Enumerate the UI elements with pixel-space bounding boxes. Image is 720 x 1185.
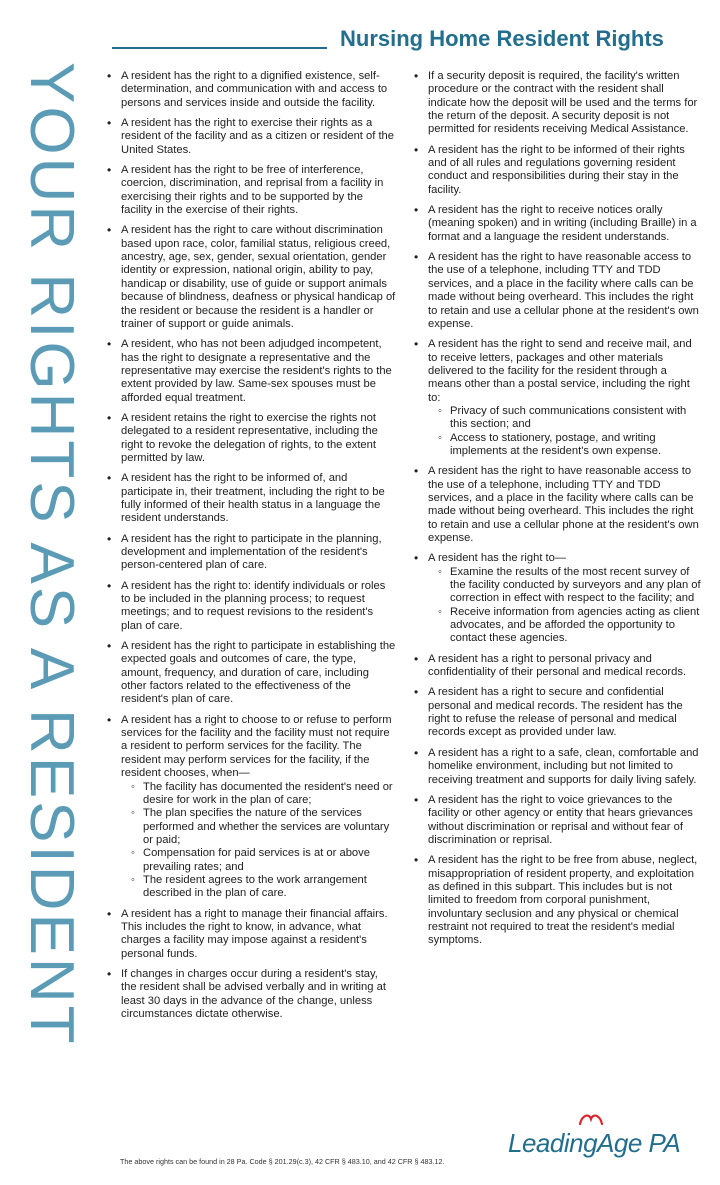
rights-list-left — [104, 70, 396, 1021]
right-item — [104, 533, 396, 573]
right-item-text: A resident has the right to be informed of their rights and of all rules and regulations governing resident conduct and responsibilities during their stay in the facility. — [428, 143, 685, 196]
right-item-text: A resident has the right to care without discrimination based upon race, color, familial status, religious creed, ancestry, age, sex, gender, sexual orientation, gender identity or expression, national origin, ability to pay, handicap or disability, use of guide or support animals because of blindness, deafness or physical handicap of the resident or because the resident is a handler or trainer of support or guide animals. — [121, 224, 396, 330]
right-item-text: A resident has the right to participate in the planning, development and implementation of the resident's person-centered plan of care. — [121, 532, 382, 572]
right-item — [104, 338, 396, 405]
right-item-text: A resident, who has not been adjudged incompetent, has the right to designate a representative and the representative may exercise the resident's rights to the extent provided by law. Same-sex spouses must be afforded equal treatment. — [121, 338, 392, 404]
right-item — [411, 204, 701, 244]
right-sub-item: ◦ Privacy of such communications consistent with this section; and — [438, 405, 701, 432]
right-item-text: A resident has the right to receive notices orally (meaning spoken) and in writing (including Braille) in a format and a language the resident understands. — [428, 204, 697, 243]
right-sub-list — [428, 566, 701, 646]
right-item-text: A resident has the right to participate in establishing the expected goals and outcomes of care, the type, amount, frequency, and duration of care, including other factors related to the effectiveness of the resident's plan of care. — [121, 640, 396, 706]
right-item — [104, 640, 396, 707]
right-item-text: A resident has the right to have reasonable access to the use of a telephone, including TTY and TDD services, and a place in the facility where calls can be made without being overheard. This includes the right to retain and use a cellular phone at the resident's own expense. — [428, 251, 699, 330]
right-sub-item: ◦ Receive information from agencies acting as client advocates, and be afforded the opportunity to contact these agencies. — [438, 606, 701, 646]
leadingage-logo — [508, 1118, 708, 1158]
logo-text: LeadingAge PA — [508, 1128, 681, 1158]
right-sub-list — [121, 781, 396, 901]
right-item-text: A resident has the right to: identify individuals or roles to be included in the planning process; to request meetings; and to request revisions to the resident's plan of care. — [121, 579, 386, 632]
right-item — [104, 472, 396, 525]
right-item — [411, 552, 701, 645]
right-item-text: A resident has the right to be informed of, and participate in, their treatment, including the right to be fully informed of their health status in a language the resident understands. — [121, 472, 385, 525]
vertical-banner-title: YOUR RIGHTS AS A RESIDENT — [17, 62, 86, 1047]
right-item — [104, 164, 396, 217]
right-item — [104, 968, 396, 1021]
right-item — [104, 412, 396, 465]
right-item — [411, 144, 701, 197]
right-sub-item: ◦ The plan specifies the nature of the services performed and whether the services are voluntary or paid; — [131, 807, 396, 847]
right-item — [104, 117, 396, 157]
right-item-text: A resident has the right to voice grievances to the facility or other agency or entity that hears grievances without discrimination or reprisal and without fear of discrimination or reprisal. — [428, 793, 693, 846]
right-item-text: A resident has the right to— — [428, 552, 567, 565]
heart-icon — [578, 1112, 604, 1126]
right-item-text: A resident retains the right to exercise the rights not delegated to a resident representative, including the right to revoke the delegation of rights, to the extent permitted by law. — [121, 411, 378, 464]
right-item-text: A resident has a right to secure and confidential personal and medical records. The resident has the right to refuse the release of personal and medical records except as provided under law. — [428, 686, 683, 739]
right-item — [411, 70, 701, 137]
right-item — [411, 653, 701, 680]
right-item — [411, 747, 701, 787]
right-item-text: A resident has the right to be free of interference, coercion, discrimination, and reprisal from a facility in exercising their rights and to be supported by the facility in the exercise of their rights. — [121, 164, 384, 217]
right-item — [411, 338, 701, 458]
right-item-text: A resident has a right to a safe, clean, comfortable and homelike environment, including but not limited to receiving treatment and supports for daily living safely. — [428, 746, 699, 786]
right-item-text: A resident has the right to be free from abuse, neglect, misappropriation of resident property, and exploitation as defined in this subpart. This includes but is not limited to freedom from corporal punishment, involuntary seclusion and any physical or chemical restraint not required to treat the resident's medial symptoms. — [428, 854, 698, 947]
right-item-text: If changes in charges occur during a resident's stay, the resident shall be advised verbally and in writing at least 30 days in the advance of the change, unless circumstances dictate otherwise. — [121, 967, 386, 1020]
right-item — [104, 908, 396, 961]
right-item-text: A resident has the right to send and receive mail, and to receive letters, packages and other materials delivered to the facility for the resident through a means other than a postal service, including the right to: — [428, 338, 692, 404]
right-item — [411, 794, 701, 847]
rights-column-right — [411, 70, 701, 955]
right-sub-item: ◦ The facility has documented the resident's need or desire for work in the plan of care; — [131, 781, 396, 808]
right-item-text: A resident has a right to personal privacy and confidentiality of their personal and medical records. — [428, 652, 687, 679]
right-item — [411, 686, 701, 739]
right-sub-item: ◦ Compensation for paid services is at or above prevailing rates; and — [131, 847, 396, 874]
header-rule — [112, 47, 327, 49]
right-sub-item: ◦ Examine the results of the most recent survey of the facility conducted by surveyors and any plan of correction in effect with respect to the facility; and — [438, 566, 701, 606]
right-item — [104, 580, 396, 633]
right-item — [411, 251, 701, 331]
right-item-text: A resident has a right to choose to or refuse to perform services for the facility and the facility must not require a resident to perform services for the facility. The resident may perform services for the facility, if the resident chooses, when— — [121, 713, 392, 780]
right-item — [411, 854, 701, 947]
right-item-text: If a security deposit is required, the facility's written procedure or the contract with the resident shall indicate how the deposit will be used and the terms for the return of the deposit. A security deposit is not permitted for residents receiving Medical Assistance. — [428, 70, 698, 136]
right-item — [104, 224, 396, 331]
right-item — [411, 465, 701, 545]
page-title: Nursing Home Resident Rights — [340, 26, 664, 51]
right-sub-item: ◦ Access to stationery, postage, and writing implements at the resident's own expense. — [438, 432, 701, 459]
footnote: The above rights can be found in 28 Pa. Code § 201.29(c.3), 42 CFR § 483.10, and 42 CFR § 483.12. — [120, 1157, 445, 1166]
right-item-text: A resident has the right to a dignified existence, self-determination, and communication with and access to persons and services inside and outside the facility. — [121, 70, 388, 109]
right-item-text: A resident has a right to manage their financial affairs. This includes the right to know, in advance, what charges a facility may impose against a resident's personal funds. — [121, 907, 388, 960]
right-item — [104, 70, 396, 110]
right-item-text: A resident has the right to have reasonable access to the use of a telephone, including TTY and TDD services, and a place in the facility where calls can be made without being overheard. This includes the right to retain and use a cellular phone at the resident's own expense. — [428, 465, 699, 544]
rights-list-right — [411, 70, 701, 948]
right-item-text: A resident has the right to exercise their rights as a resident of the facility and as a citizen or resident of the United States. — [121, 117, 395, 156]
right-item — [104, 714, 396, 901]
right-sub-list — [428, 405, 701, 458]
rights-column-left — [104, 70, 396, 1028]
right-sub-item: ◦ The resident agrees to the work arrangement described in the plan of care. — [131, 874, 396, 901]
